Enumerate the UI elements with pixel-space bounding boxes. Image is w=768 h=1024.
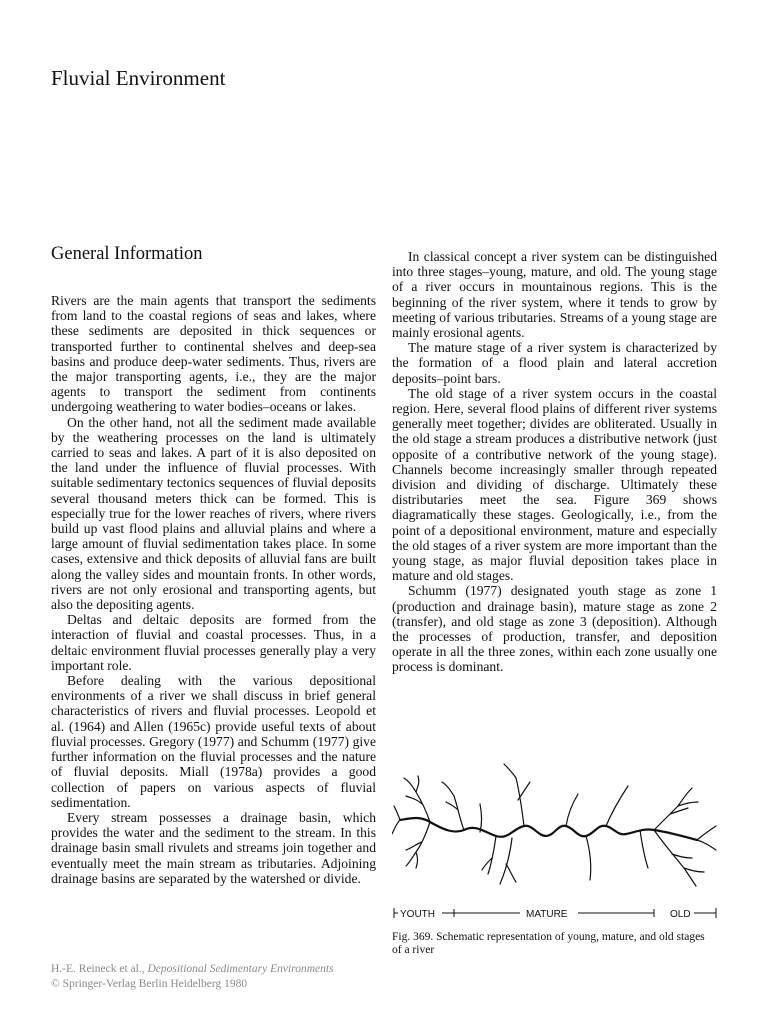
footer-book-title: Depositional Sedimentary Environments <box>147 963 334 975</box>
section-title: General Information <box>51 244 203 264</box>
paragraph: Schumm (1977) designated youth stage as zone 1 (production and drainage basin), mature stage as zone 2 (transfer), and old stage as zone 3 (deposition). Although the processes of production, transfer, and deposition operate in all the three zones, within each zone usually one process is dominant. <box>392 583 717 675</box>
left-column <box>51 293 376 886</box>
right-column <box>392 249 717 675</box>
youth-label: YOUTH <box>400 909 435 920</box>
paragraph: The old stage of a river system occurs in the coastal region. Here, several flood plains of different river systems generally meet together; divides are obliterated. Usually in the old stage a stream produces a distributive network (just opposite of a contributive network of the young stage). Channels become increasingly smaller through repeated division and dividing of discharge. Ultimately these distributaries meet the sea. Figure 369 shows diagramatically these stages. Geologically, i.e., from the point of a depositional environment, mature and especially the old stages of a river system are more important than the young stage, as major fluvial deposition takes place in mature and old stages. <box>392 385 717 584</box>
paragraph: In classical concept a river system can be distinguished into three stages–young, mature, and old. The young stage of a river occurs in mountainous regions. This is the beginning of the river system, where it tends to grow by meeting of various tributaries. Streams of a young stage are mainly erosional agents. <box>392 249 717 341</box>
river-stages-figure <box>392 760 717 925</box>
footer-authors: H.-E. Reineck et al., <box>51 963 148 975</box>
paragraph: Rivers are the main agents that transport the sediments from land to the coastal regions of seas and lakes, where these sediments are deposited in thick sequences or transported further to continental shelves and deep-sea basins and produce deep-water sediments. Thus, rivers are the major transporting agents, i.e., they are the major agents to transport the sediment from continents undergoing weathering to water bodies–oceans or lakes. <box>51 293 376 415</box>
chapter-title: Fluvial Environment <box>51 66 226 90</box>
page-footer <box>51 962 334 992</box>
footer-citation <box>51 962 334 977</box>
paragraph: The mature stage of a river system is characterized by the formation of a flood plain and lateral accretion deposits–point bars. <box>392 340 717 386</box>
paragraph: Before dealing with the various depositional environments of a river we shall discuss in brief general characteristics of rivers and fluvial processes. Leopold et al. (1964) and Allen (1965c) provide useful texts of about fluvial processes. Gregory (1977) and Schumm (1977) give further information on the fluvial processes and the nature of fluvial deposits. Miall (1978a) provides a good collection of papers on various aspects of fluvial sedimentation. <box>51 673 376 810</box>
old-label: OLD <box>670 909 691 920</box>
mature-label: MATURE <box>526 909 568 920</box>
footer-copyright: © Springer-Verlag Berlin Heidelberg 1980 <box>51 978 248 990</box>
paragraph: Every stream possesses a drainage basin, which provides the water and the sediment to the stream. In this drainage basin small rivulets and streams join together and eventually meet the main stream as tributaries. Adjoining drainage basins are separated by the watershed or divide. <box>51 809 376 886</box>
river-diagram <box>392 760 717 925</box>
figure-caption: Fig. 369. Schematic representation of young, mature, and old stages of a river <box>392 931 705 956</box>
paragraph: Deltas and deltaic deposits are formed from the interaction of fluvial and coastal processes. Thus, in a deltaic environment fluvial processes generally play a very important role. <box>51 612 376 673</box>
paragraph: On the other hand, not all the sediment made available by the weathering processes on the land is ultimately carried to seas and lakes. A part of it is also deposited on the land under the influence of fluvial processes. With suitable sedimentary tectonics sequences of fluvial deposits several thousand meters thick can be formed. This is especially true for the lower reaches of rivers, where rivers build up vast flood plains and alluvial plains and where a large amount of fluvial sedimentation takes place. In some cases, extensive and thick deposits of alluvial fans are built along the valley sides and mountain fronts. In other words, rivers are not only erosional and transporting agents, but also the depositing agents. <box>51 414 376 613</box>
main-river <box>400 818 697 840</box>
